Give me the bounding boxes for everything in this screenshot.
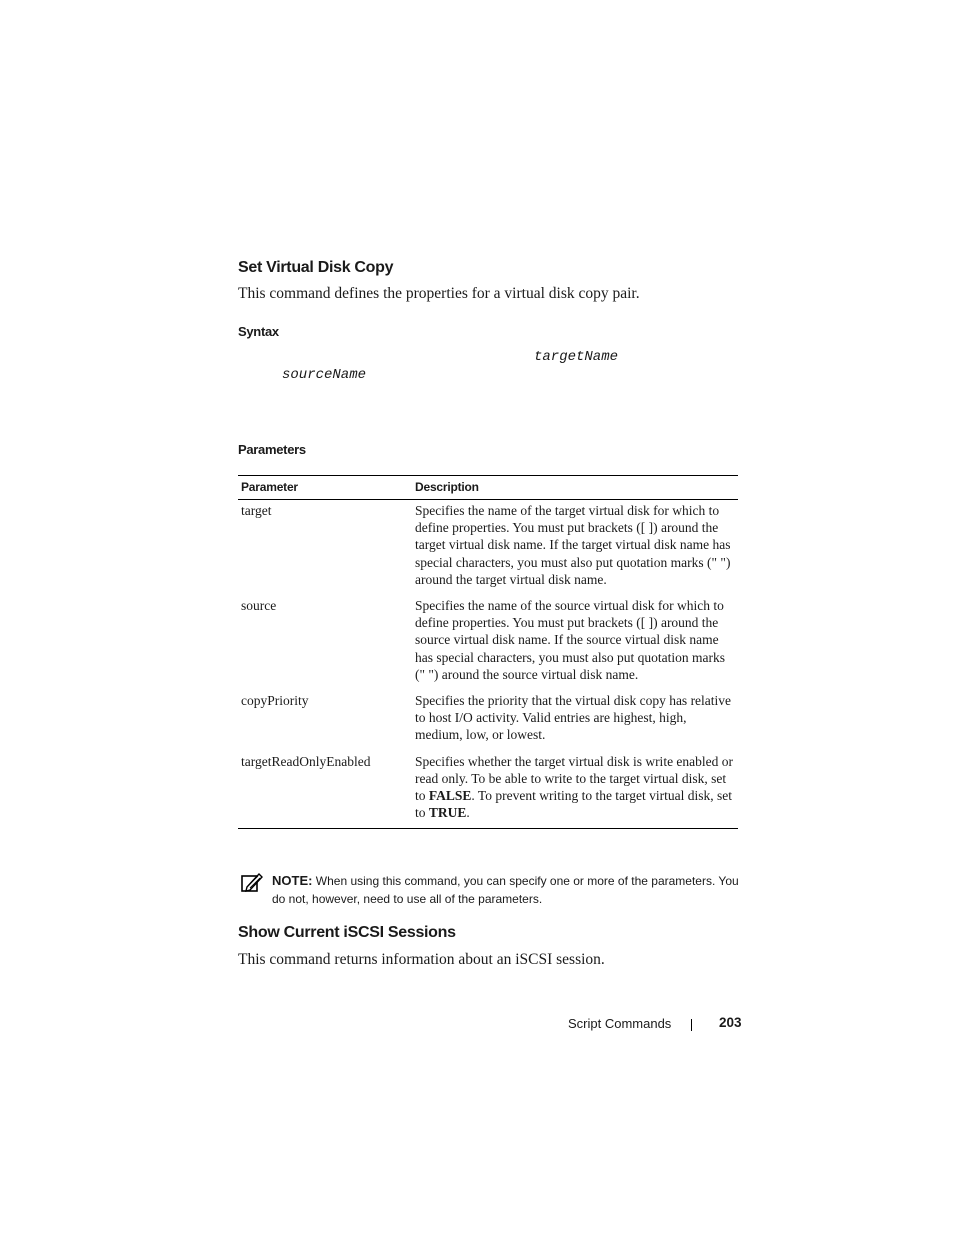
syntax-heading: Syntax <box>238 324 279 339</box>
parameter-name: copyPriority <box>241 693 309 709</box>
column-header-description: Description <box>412 476 738 500</box>
parameters-table <box>238 475 738 829</box>
description-text: . <box>466 805 470 821</box>
note-label: NOTE: <box>272 873 313 888</box>
table-header-row <box>238 476 738 500</box>
syntax-target-name: targetName <box>534 349 619 365</box>
parameter-name: targetReadOnlyEnabled <box>241 753 371 769</box>
table-row <box>238 500 738 596</box>
parameter-description: Specifies the priority that the virtual disk copy has relative to host I/O activity. Valid entries are highest, high, medium, low, or lowest. <box>415 693 732 743</box>
footer-divider <box>691 1019 692 1031</box>
description-text: Specifies whether the target virtual disk is write enabled or read only. To be able to write to the target virtual disk, set to <box>415 753 734 804</box>
table-row <box>238 751 738 829</box>
column-header-parameter: Parameter <box>238 476 412 500</box>
description-text: . To prevent writing to the target virtual disk, set to <box>415 788 733 821</box>
footer-section-name: Script Commands <box>568 1016 672 1031</box>
table-row <box>238 690 738 751</box>
value-true: TRUE <box>428 805 467 821</box>
parameter-description <box>412 751 738 829</box>
value-false: FALSE <box>428 788 472 804</box>
section2-title: Show Current iSCSI Sessions <box>238 924 456 941</box>
section-intro: This command defines the properties for a virtual disk copy pair. <box>238 285 640 302</box>
note-pencil-icon <box>241 871 263 893</box>
section2-intro: This command returns information about an iSCSI session. <box>238 951 605 968</box>
parameter-name: source <box>241 598 277 614</box>
note-block <box>272 872 742 908</box>
parameter-description: Specifies the name of the source virtual disk for which to define properties. You must put brackets ([ ]) around the source virtual disk name. If the source virtual disk name has special characters, you must also put quotation marks (" ") around the source virtual disk name. <box>415 598 726 682</box>
page-number: 203 <box>719 1015 742 1030</box>
table-row <box>238 595 738 690</box>
parameter-description: Specifies the name of the target virtual disk for which to define properties. You must put brackets ([ ]) around the target virtual disk name. If the target virtual disk name has special characters, you must also put quotation marks (" ") around the target virtual disk name. <box>415 503 731 587</box>
parameters-heading: Parameters <box>238 442 306 457</box>
syntax-source-name: sourceName <box>282 367 367 383</box>
section-title: Set Virtual Disk Copy <box>238 259 394 276</box>
parameter-name: target <box>241 503 272 518</box>
note-text: When using this command, you can specify one or more of the parameters. You do not, however, need to use all of the parameters. <box>272 874 739 906</box>
